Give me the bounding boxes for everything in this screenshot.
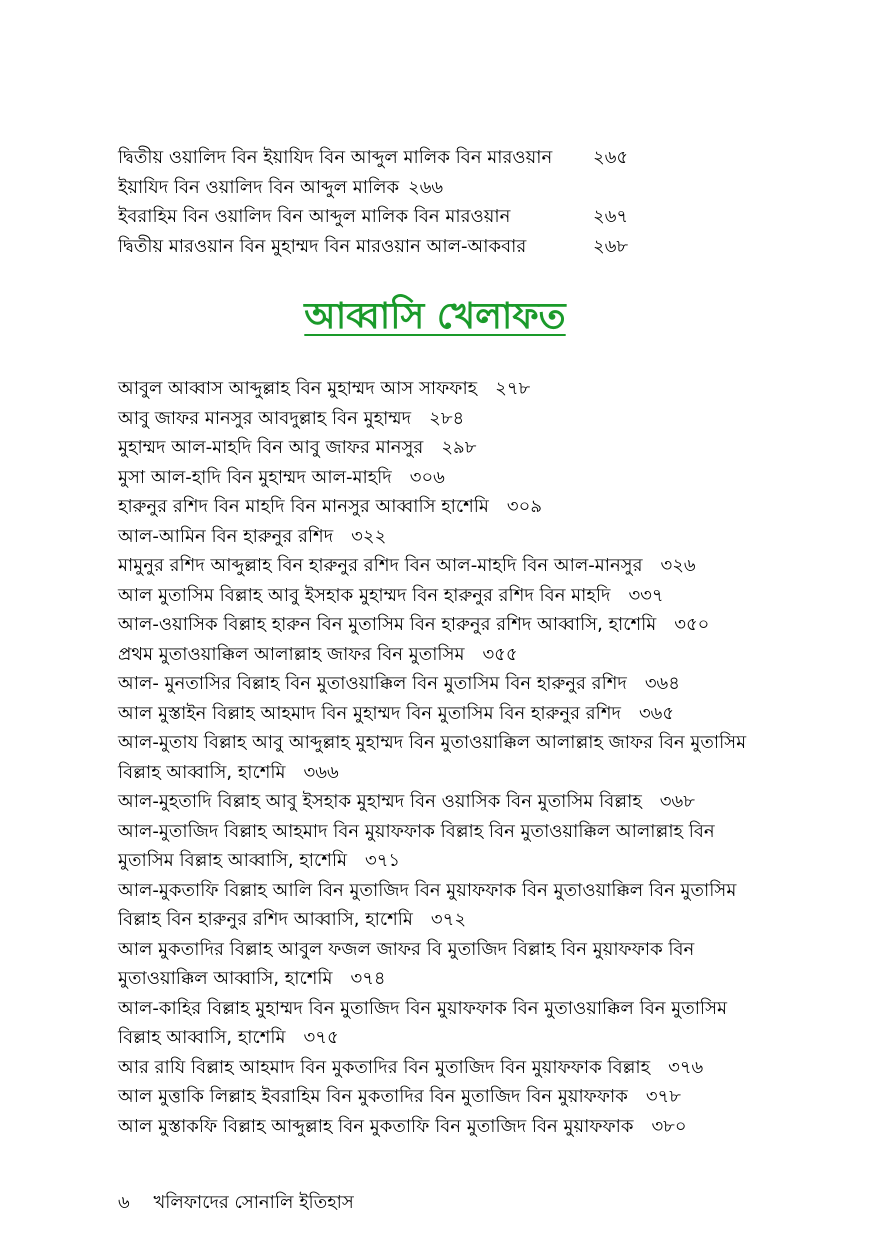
toc-entry	[118, 522, 758, 552]
entry-name: আল-কাহির বিল্লাহ মুহাম্মদ বিন মুতাজিদ বিন মুয়াফফাক বিন মুতাওয়াক্কিল বিন মুতাসিম বিল্লাহ আব্বাসি, হাশেমি	[118, 997, 727, 1048]
entry-name: মুহাম্মদ আল-মাহদি বিন আবু জাফর মানসুর	[118, 437, 424, 458]
entry-page-number: ২৬৫	[593, 147, 629, 168]
entry-page-number: ৩২২	[351, 525, 387, 547]
entry-name: প্রথম মুতাওয়াক্কিল আলাল্লাহ জাফর বিন মুতাসিম	[118, 643, 465, 665]
toc-entry	[118, 876, 758, 935]
toc-entry	[118, 669, 758, 699]
entry-name: মুসা আল-হাদি বিন মুহাম্মদ আল-মাহদি	[118, 466, 392, 488]
entry-name: আল- মুনতাসির বিল্লাহ বিন মুতাওয়াক্কিল বিন মুতাসিম বিন হারুনুর রশিদ	[118, 673, 627, 694]
toc-entry	[118, 492, 758, 522]
section-heading-text: আব্বাসি খেলাফত	[304, 296, 566, 337]
toc-entry	[118, 699, 758, 729]
entry-name: আর রাযি বিল্লাহ আহমাদ বিন মুকতাদির বিন মুতাজিদ বিন মুয়াফফাক বিল্লাহ	[118, 1056, 651, 1078]
toc-entry	[118, 1082, 758, 1112]
toc-entry	[118, 728, 758, 787]
footer-book-title: খলিফাদের সোনালি ইতিহাস	[153, 1192, 354, 1213]
entry-name: ইবরাহিম বিন ওয়ালিদ বিন আব্দুল মালিক বিন মারওয়ান	[118, 206, 511, 227]
entry-page-number: ৩৭২	[430, 909, 467, 930]
entry-name: আল মুত্তাকি লিল্লাহ ইবরাহিম বিন মুকতাদির বিন মুতাজিদ বিন মুয়াফফাক	[118, 1086, 628, 1107]
toc-abbasid-section	[118, 374, 758, 1141]
toc-entry	[118, 404, 758, 434]
toc-entry	[118, 1112, 758, 1142]
section-heading-abbasid-caliphate	[0, 287, 870, 347]
entry-name: আল মুস্তাইন বিল্লাহ আহমাদ বিন মুহাম্মদ বিন মুতাসিম বিন হারুনুর রশিদ	[118, 702, 621, 724]
toc-entry	[118, 817, 758, 876]
entry-page-number: ৩৭৪	[350, 968, 386, 989]
entry-page-number: ৩৭৮	[645, 1086, 681, 1107]
entry-name: আল মুতাসিম বিল্লাহ আবু ইসহাক মুহাম্মদ বিন হারুনুর রশিদ বিন মাহদি	[118, 584, 611, 606]
toc-entry	[118, 143, 758, 173]
entry-page-number: ৩৫৫	[482, 643, 518, 665]
toc-entry	[118, 202, 758, 232]
entry-page-number: ৩৩৭	[628, 584, 664, 606]
toc-entry	[118, 374, 758, 404]
entry-name: ইয়াযিদ বিন ওয়ালিদ বিন আব্দুল মালিক	[118, 176, 400, 198]
entry-name: দ্বিতীয় ওয়ালিদ বিন ইয়াযিদ বিন আব্দুল মালিক বিন মারওয়ান	[118, 147, 553, 168]
entry-page-number: ৩৬৮	[659, 791, 695, 812]
entry-page-number: ২৭৮	[495, 378, 531, 399]
entry-name: আল মুস্তাকফি বিল্লাহ আব্দুল্লাহ বিন মুকতাফি বিন মুতাজিদ বিন মুয়াফফাক	[118, 1115, 634, 1137]
toc-umayyad-section	[118, 143, 758, 261]
entry-name: আবু জাফর মানসুর আবদুল্লাহ বিন মুহাম্মদ	[118, 407, 412, 429]
entry-name: মামুনুর রশিদ আব্দুল্লাহ বিন হারুনুর রশিদ বিন আল-মাহদি বিন আল-মানসুর	[118, 555, 643, 576]
toc-entry	[118, 935, 758, 994]
toc-entry	[118, 551, 758, 581]
entry-name: আল-মুকতাফি বিল্লাহ আলি বিন মুতাজিদ বিন মুয়াফফাক বিন মুতাওয়াক্কিল বিন মুতাসিম বিল্লাহ বিন হারুনুর রশিদ আব্বাসি, হাশেমি	[118, 879, 737, 930]
entry-page-number: ৩০৬	[409, 466, 445, 488]
entry-name: আবুল আব্বাস আব্দুল্লাহ বিন মুহাম্মদ আস সাফফাহ	[118, 378, 478, 399]
entry-page-number: ৩০৯	[506, 496, 543, 517]
entry-page-number: ২৬৮	[593, 235, 629, 257]
entry-page-number: ২৬৬	[408, 176, 444, 198]
entry-page-number: ৩৬৬	[303, 761, 339, 783]
entry-page-number: ৩৬৪	[644, 673, 680, 694]
toc-entry	[118, 581, 758, 611]
entry-page-number: ৩৭৬	[668, 1056, 704, 1078]
toc-entry	[118, 1053, 758, 1083]
entry-name: আল-মুতায বিল্লাহ আবু আব্দুল্লাহ মুহাম্মদ বিন মুতাওয়াক্কিল আলাল্লাহ জাফর বিন মুতাসিম বিল্লাহ আব্বাসি, হাশেমি	[118, 732, 747, 783]
entry-name: দ্বিতীয় মারওয়ান বিন মুহাম্মদ বিন মারওয়ান আল-আকবার	[118, 235, 527, 257]
entry-name: আল-ওয়াসিক বিল্লাহ হারুন বিন মুতাসিম বিন হারুনুর রশিদ আব্বাসি, হাশেমি	[118, 614, 657, 635]
entry-name: হারুনুর রশিদ বিন মাহদি বিন মানসুর আব্বাসি হাশেমি	[118, 496, 489, 517]
entry-page-number: ২৯৮	[441, 437, 477, 458]
toc-entry	[118, 994, 758, 1053]
footer-page-number: ৬	[118, 1192, 130, 1213]
entry-page-number: ৩২৬	[660, 555, 696, 576]
toc-entry	[118, 787, 758, 817]
entry-page-number: ৩৮০	[651, 1115, 687, 1137]
toc-entry	[118, 173, 758, 203]
entry-page-number: ৩৫০	[674, 614, 710, 635]
entry-page-number: ২৮৪	[429, 407, 465, 429]
toc-entry	[118, 640, 758, 670]
entry-name: আল-মুতাজিদ বিল্লাহ আহমাদ বিন মুয়াফফাক বিল্লাহ বিন মুতাওয়াক্কিল আলাল্লাহ বিন মুতাসিম বিল্লাহ আব্বাসি, হাশেমি	[118, 820, 715, 871]
entry-page-number: ২৬৭	[593, 206, 629, 227]
entry-page-number: ৩৭৫	[303, 1027, 339, 1048]
toc-entry	[118, 433, 758, 463]
entry-page-number: ৩৬৫	[638, 702, 675, 724]
toc-entry	[118, 232, 758, 262]
entry-name: আল-মুহতাদি বিল্লাহ আবু ইসহাক মুহাম্মদ বিন ওয়াসিক বিন মুতাসিম বিল্লাহ	[118, 791, 642, 812]
page-footer	[118, 1189, 354, 1217]
toc-entry	[118, 463, 758, 493]
entry-name: আল-আমিন বিন হারুনুর রশিদ	[118, 525, 334, 547]
toc-entry	[118, 610, 758, 640]
entry-page-number: ৩৭১	[365, 850, 401, 871]
entry-name: আল মুকতাদির বিল্লাহ আবুল ফজল জাফর বি মুতাজিদ বিল্লাহ বিন মুয়াফফাক বিন মুতাওয়াক্কিল আব্বাসি, হাশেমি	[118, 938, 695, 989]
